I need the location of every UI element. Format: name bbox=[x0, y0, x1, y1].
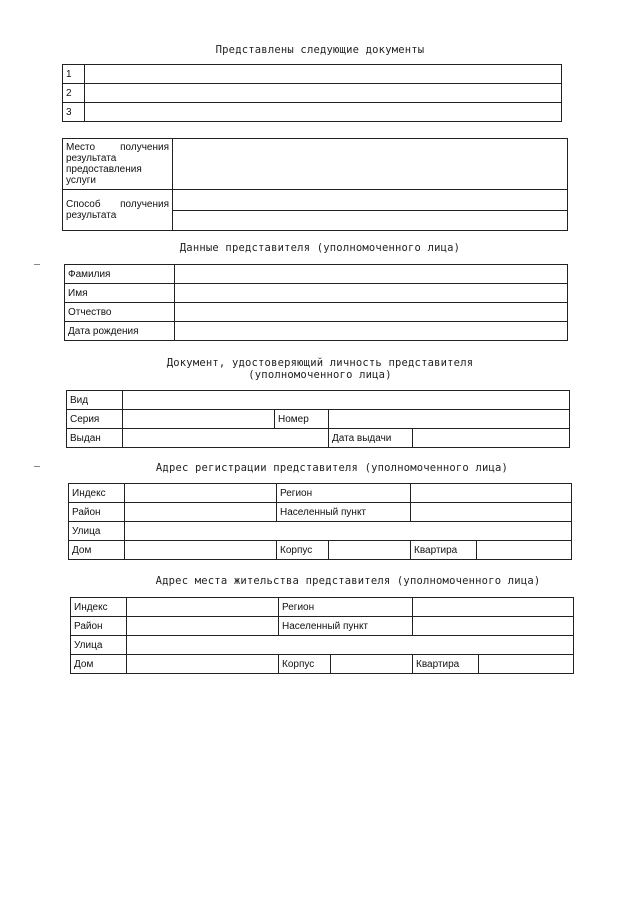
issued-by-label: Выдан bbox=[67, 429, 123, 448]
res-house-label: Дом bbox=[71, 655, 127, 674]
row-number: 3 bbox=[63, 103, 85, 122]
issue-date-label: Дата выдачи bbox=[329, 429, 413, 448]
identity-doc-table bbox=[66, 390, 570, 448]
res-apartment-field[interactable] bbox=[479, 655, 574, 674]
surname-label: Фамилия bbox=[65, 265, 175, 284]
issue-date-field[interactable] bbox=[413, 429, 570, 448]
res-locality-label: Населенный пункт bbox=[279, 617, 413, 636]
reg-house-field[interactable] bbox=[125, 541, 277, 560]
method-field-2[interactable] bbox=[173, 210, 568, 231]
reg-building-field[interactable] bbox=[329, 541, 411, 560]
reg-index-label: Индекс bbox=[69, 484, 125, 503]
row-number: 2 bbox=[63, 84, 85, 103]
documents-table bbox=[62, 64, 562, 122]
row-number: 1 bbox=[63, 65, 85, 84]
representative-heading: Данные представителя (уполномоченного лица) bbox=[179, 242, 461, 254]
document-field-2[interactable] bbox=[85, 84, 562, 103]
representative-table bbox=[64, 264, 568, 341]
reg-apartment-label: Квартира bbox=[411, 541, 477, 560]
number-field[interactable] bbox=[329, 410, 570, 429]
place-label: Место получения результата предоставления услуги bbox=[63, 139, 173, 190]
number-label: Номер bbox=[275, 410, 329, 429]
reg-district-label: Район bbox=[69, 503, 125, 522]
res-index-field[interactable] bbox=[127, 598, 279, 617]
documents-heading: Представлены следующие документы bbox=[215, 44, 425, 56]
reg-locality-label: Населенный пункт bbox=[277, 503, 411, 522]
method-label: Способ получения результата bbox=[63, 190, 173, 231]
residence-address-heading: Адрес места жительства представителя (уполномоченного лица) bbox=[155, 575, 541, 587]
document-field-1[interactable] bbox=[85, 65, 562, 84]
registration-address-table bbox=[68, 483, 572, 560]
res-apartment-label: Квартира bbox=[413, 655, 479, 674]
residence-address-table bbox=[70, 597, 574, 674]
identity-doc-subheading: (уполномоченного лица) bbox=[248, 369, 392, 381]
surname-field[interactable] bbox=[175, 265, 568, 284]
margin-mark bbox=[34, 264, 40, 265]
issued-by-field[interactable] bbox=[123, 429, 329, 448]
reg-index-field[interactable] bbox=[125, 484, 277, 503]
document-field-3[interactable] bbox=[85, 103, 562, 122]
document-row bbox=[63, 65, 562, 84]
reg-building-label: Корпус bbox=[277, 541, 329, 560]
birth-date-field[interactable] bbox=[175, 322, 568, 341]
res-index-label: Индекс bbox=[71, 598, 127, 617]
doc-type-label: Вид bbox=[67, 391, 123, 410]
patronymic-field[interactable] bbox=[175, 303, 568, 322]
name-label: Имя bbox=[65, 284, 175, 303]
place-field[interactable] bbox=[173, 139, 568, 190]
reg-region-label: Регион bbox=[277, 484, 411, 503]
service-result-table bbox=[62, 138, 568, 231]
reg-house-label: Дом bbox=[69, 541, 125, 560]
method-field-1[interactable] bbox=[173, 190, 568, 211]
reg-apartment-field[interactable] bbox=[477, 541, 572, 560]
series-field[interactable] bbox=[123, 410, 275, 429]
res-district-field[interactable] bbox=[127, 617, 279, 636]
document-row bbox=[63, 84, 562, 103]
res-region-field[interactable] bbox=[413, 598, 574, 617]
reg-region-field[interactable] bbox=[411, 484, 572, 503]
reg-street-label: Улица bbox=[69, 522, 125, 541]
reg-street-field[interactable] bbox=[125, 522, 572, 541]
birth-date-label: Дата рождения bbox=[65, 322, 175, 341]
res-street-field[interactable] bbox=[127, 636, 574, 655]
doc-type-field[interactable] bbox=[123, 391, 570, 410]
res-locality-field[interactable] bbox=[413, 617, 574, 636]
series-label: Серия bbox=[67, 410, 123, 429]
reg-locality-field[interactable] bbox=[411, 503, 572, 522]
res-street-label: Улица bbox=[71, 636, 127, 655]
res-building-field[interactable] bbox=[331, 655, 413, 674]
patronymic-label: Отчество bbox=[65, 303, 175, 322]
name-field[interactable] bbox=[175, 284, 568, 303]
res-building-label: Корпус bbox=[279, 655, 331, 674]
reg-district-field[interactable] bbox=[125, 503, 277, 522]
identity-doc-heading: Документ, удостоверяющий личность представителя bbox=[166, 357, 474, 369]
document-row bbox=[63, 103, 562, 122]
res-region-label: Регион bbox=[279, 598, 413, 617]
registration-address-heading: Адрес регистрации представителя (уполномоченного лица) bbox=[155, 462, 509, 474]
res-district-label: Район bbox=[71, 617, 127, 636]
res-house-field[interactable] bbox=[127, 655, 279, 674]
